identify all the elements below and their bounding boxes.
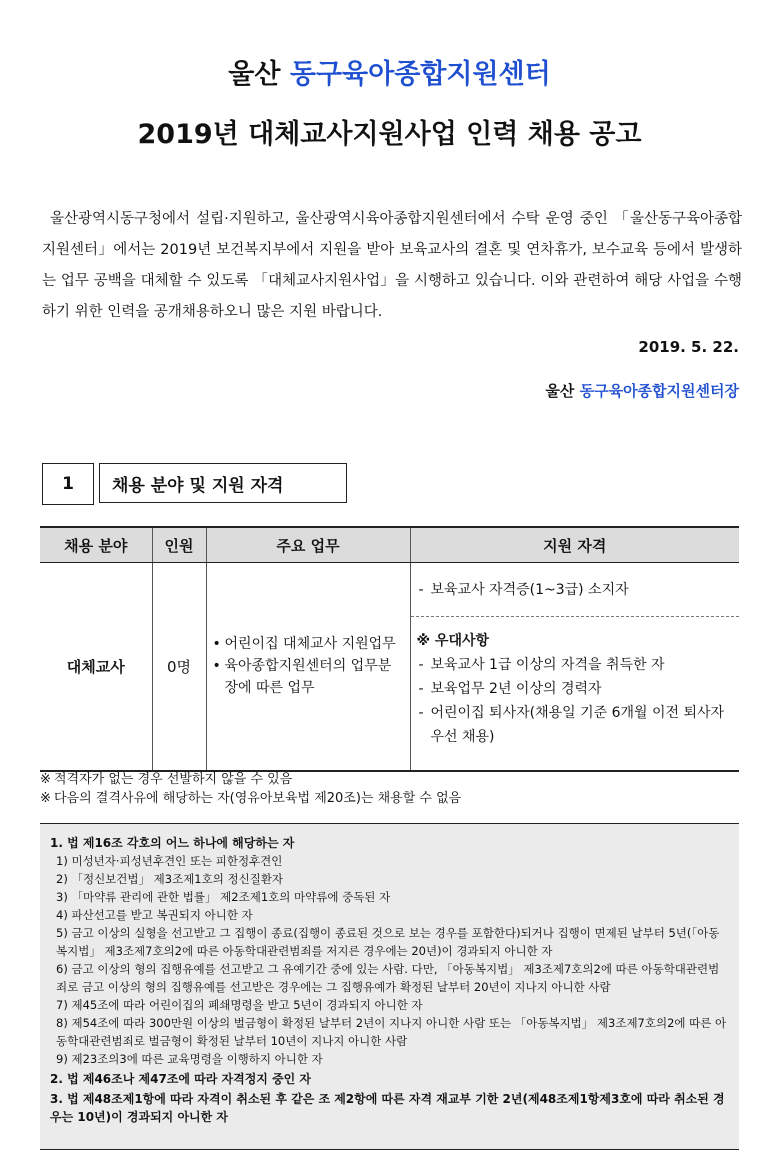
list-item: 1) 미성년자·피성년후견인 또는 피한정후견인: [56, 854, 283, 868]
list-item: 2) 「정신보건법」 제3조제1호의 정신질환자: [56, 872, 284, 886]
title-prefix: 울산: [228, 59, 281, 90]
list-item: 4) 파산선고를 받고 복권되지 아니한 자: [56, 908, 253, 922]
recruitment-table: [40, 526, 739, 772]
qualification-cell: [410, 563, 739, 771]
list-item: 7) 제45조에 따라 어린이집의 폐쇄명령을 받고 5년이 경과되지 아니한 자: [56, 998, 423, 1012]
header-field: 채용 분야: [40, 527, 152, 563]
section-number: 1: [42, 463, 94, 505]
required-qualification: [411, 570, 740, 617]
disqualification-heading: 3. 법 제48조제1항에 따라 자격이 취소된 후 같은 조 제2항에 따른 자격 재교부 기한 2년(제48조제1항제3호에 따라 취소된 경우는 10년)이 경과되지 아니한 자: [50, 1092, 725, 1124]
table-header-row: [40, 527, 739, 563]
notes: [40, 770, 740, 808]
preference-title: ※ 우대사항: [416, 632, 490, 649]
note-item: ※ 다음의 결격사유에 해당하는 자(영유아보육법 제20조)는 채용할 수 없음: [40, 789, 740, 808]
notice-date: 2019. 5. 22.: [638, 338, 739, 356]
intro-text: 울산광역시동구청에서 설립·지원하고, 울산광역시육아종합지원센터에서 수탁 운영 중인 「울산동구육아종합지원센터」에서는 2019년 보건복지부에서 지원을 받아 보육교사의 결혼 및 연차휴가, 보수교육 등에서 발생하는 업무 공백을 대체할 수 있도록 「대체교사지원사업」을 시행하고 있습니다. 이와 관련하여 해당 사업을 수행하기 위한 인력을 공개채용하오니 많은 지원 바랍니다.: [42, 211, 742, 320]
signature-prefix: 울산: [545, 382, 575, 400]
center-name: 동구육아종합지원센터: [289, 59, 551, 90]
page-title: [0, 52, 779, 91]
list-item: 9) 제23조의3에 따른 교육명령을 이행하지 아니한 자: [56, 1052, 323, 1066]
signature: [545, 380, 739, 401]
list-item: 3) 「마약류 관리에 관한 법률」 제2조제1호의 마약류에 중독된 자: [56, 890, 391, 904]
preferences: [411, 617, 740, 763]
disqualification-heading: 1. 법 제16조 각호의 어느 하나에 해당하는 자: [50, 836, 295, 850]
header-qualification: 지원 자격: [410, 527, 739, 563]
required-item: - 보육교사 자격증(1~3급) 소지자: [417, 578, 734, 602]
duties-cell: [206, 563, 410, 771]
field-cell: 대체교사: [40, 563, 152, 771]
preference-item: - 보육교사 1급 이상의 자격을 취득한 자: [417, 653, 734, 677]
header-count: 인원: [152, 527, 206, 563]
section-title: 채용 분야 및 지원 자격: [99, 463, 347, 503]
duty-item: • 어린이집 대체교사 지원업무: [213, 633, 404, 655]
announcement-title: 2019년 대체교사지원사업 인력 채용 공고: [137, 119, 642, 150]
preference-item: - 어린이집 퇴사자(채용일 기준 6개월 이전 퇴사자 우선 채용): [417, 701, 734, 749]
duty-item: • 육아종합지원센터의 업무분장에 따른 업무: [213, 655, 404, 699]
signature-name: 동구육아종합지원센터장: [579, 382, 739, 400]
note-item: ※ 적격자가 없는 경우 선발하지 않을 수 있음: [40, 770, 740, 789]
disqualification-box: [40, 823, 739, 1150]
table-row: [40, 563, 739, 771]
header-duties: 주요 업무: [206, 527, 410, 563]
disqualification-heading: 2. 법 제46조나 제47조에 따라 자격정지 중인 자: [50, 1072, 312, 1086]
preference-item: - 보육업무 2년 이상의 경력자: [417, 677, 734, 701]
intro-paragraph: [42, 204, 742, 328]
list-item: 5) 금고 이상의 실형을 선고받고 그 집행이 종료(집행이 종료된 것으로 보는 경우를 포함한다)되거나 집행이 면제된 날부터 5년(「아동복지법」 제3조제7호의2에 따른 아동학대관련범죄를 저지른 경우에는 20년)이 경과되지 아니한 자: [56, 926, 720, 958]
count-cell: 0명: [152, 563, 206, 771]
list-item: 6) 금고 이상의 형의 집행유예를 선고받고 그 유예기간 중에 있는 사람. 다만, 「아동복지법」 제3조제7호의2에 따른 아동학대관련범죄로 금고 이상의 형의 집행유예를 선고받은 경우에는 그 집행유예가 확정된 날부터 20년이 지나지 아니한 사람: [56, 962, 720, 994]
list-item: 8) 제54조에 따라 300만원 이상의 벌금형이 확정된 날부터 2년이 지나지 아니한 사람 또는 「아동복지법」 제3조제7호의2에 따른 아동학대관련범죄로 벌금형이 확정된 날부터 10년이 지나지 아니한 사람: [56, 1016, 727, 1048]
